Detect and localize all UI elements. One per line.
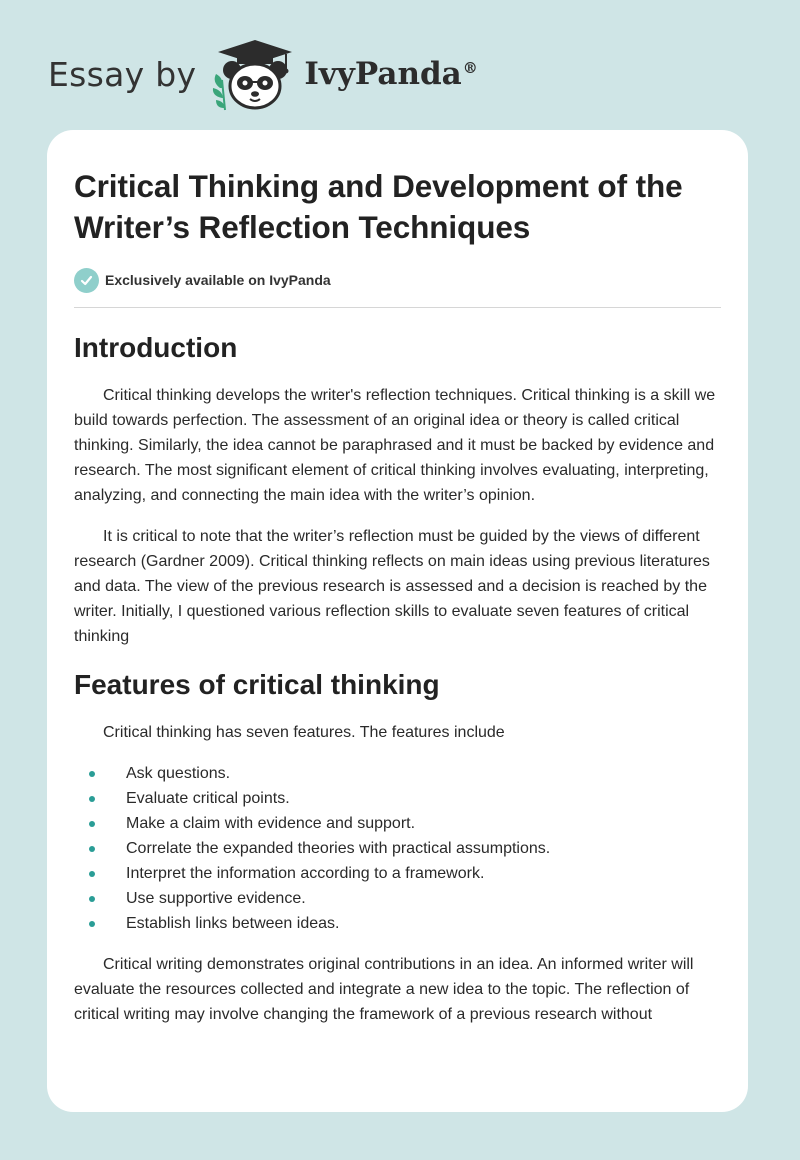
paragraph: Critical writing demonstrates original contributions in an idea. An informed writer will evaluate the resources collected and integrate a new idea to the topic. The reflection of critical writing may involve changing the framework of a previous research without: [74, 956, 694, 1023]
site-header: [48, 34, 478, 114]
paragraph: Critical thinking develops the writer's reflection techniques. Critical thinking is a skill we build towards perfection. The assessment of an original idea or theory is called critical thinking. Similarly, the idea cannot be paraphrased and it must be backed by evidence and research. The most significant element of critical thinking involves evaluating, interpreting, analyzing, and connecting the main idea with the writer’s opinion.: [74, 387, 716, 504]
list-item: [74, 836, 721, 861]
check-circle-icon: [74, 268, 99, 293]
bullet-icon: [89, 921, 95, 927]
list-item: [74, 761, 721, 786]
paragraph: Critical thinking has seven features. The features include: [103, 724, 505, 741]
essay-by-label: Essay by: [48, 54, 197, 94]
exclusive-badge: [74, 267, 721, 293]
badge-label: Exclusively available on IvyPanda: [105, 272, 331, 288]
paragraph: It is critical to note that the writer’s reflection must be guided by the views of different research (Gardner 2009). Critical thinking reflects on main ideas using previous literatures and data. The view of the previous research is assessed and a decision is reached by the writer. Initially, I questioned various reflection skills to evaluate seven features of critical thinking: [74, 528, 710, 645]
essay-card: [47, 130, 748, 1112]
bullet-icon: [89, 821, 95, 827]
features-list: [74, 761, 721, 936]
bullet-icon: [89, 871, 95, 877]
list-item-text: Evaluate critical points.: [126, 790, 290, 807]
list-item-text: Ask questions.: [126, 765, 231, 782]
list-item-text: Interpret the information according to a framework.: [126, 865, 485, 882]
list-item-text: Correlate the expanded theories with practical assumptions.: [126, 840, 551, 857]
list-item-text: Make a claim with evidence and support.: [126, 815, 416, 832]
bullet-icon: [89, 846, 95, 852]
section-heading-features: Features of critical thinking: [74, 669, 440, 700]
list-item: [74, 861, 721, 886]
brand-text: IvyPanda: [304, 56, 462, 92]
divider: [74, 307, 721, 308]
list-item-text: Establish links between ideas.: [126, 915, 340, 932]
bullet-icon: [89, 771, 95, 777]
list-item: [74, 786, 721, 811]
list-item: [74, 886, 721, 911]
registered-mark: ®: [462, 58, 478, 77]
panda-graduate-icon: [210, 36, 300, 112]
list-item-text: Use supportive evidence.: [126, 890, 306, 907]
bullet-icon: [89, 796, 95, 802]
list-item: [74, 911, 721, 936]
bullet-icon: [89, 896, 95, 902]
brand-name: [304, 56, 477, 92]
section-heading-introduction: Introduction: [74, 332, 238, 363]
list-item: [74, 811, 721, 836]
page-title: Critical Thinking and Development of the Writer’s Reflection Techniques: [74, 168, 683, 245]
